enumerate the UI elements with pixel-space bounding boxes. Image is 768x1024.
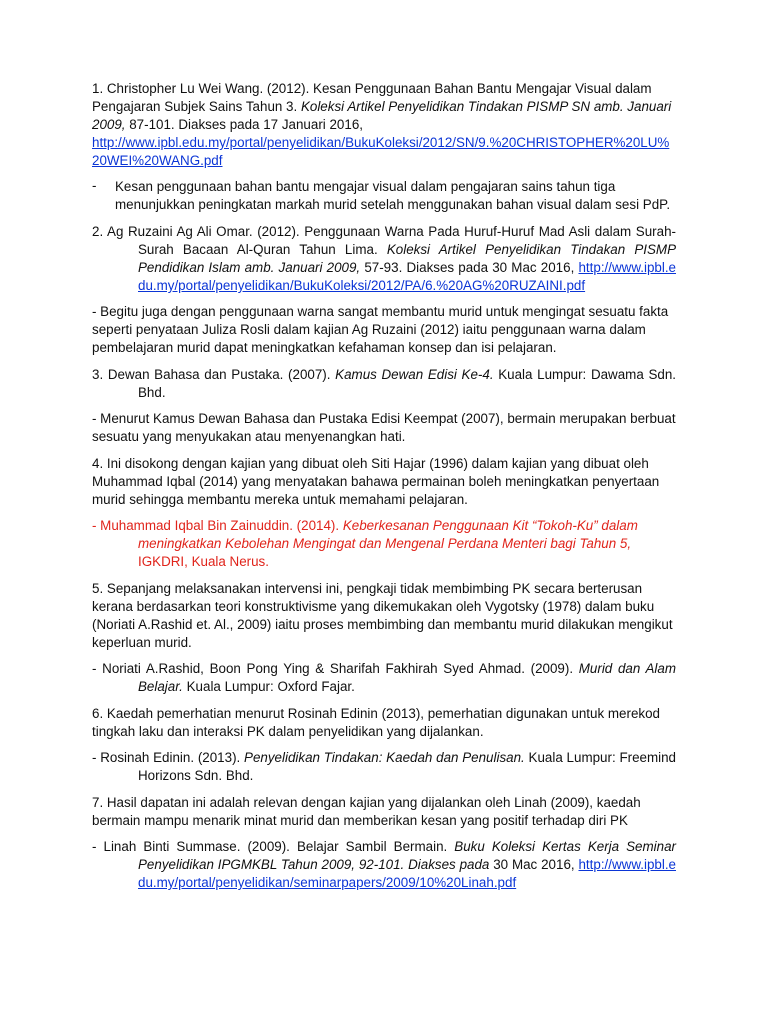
reference-text: - Noriati A.Rashid, Boon Pong Ying & Sharifah Fakhirah Syed Ahmad. (2009). xyxy=(92,661,579,676)
reference-5 xyxy=(92,660,676,696)
reference-tail: 87-101. Diakses pada 17 Januari 2016, xyxy=(125,117,363,132)
bullet-dash: - xyxy=(92,178,97,193)
reference-2 xyxy=(92,223,676,295)
reference-url-link[interactable]: http://www.ipbl.edu.my/portal/penyelidikan/seminarpapers/2009/10%20Linah.pdf xyxy=(138,857,676,890)
paragraph-7: 7. Hasil dapatan ini adalah relevan dengan kajian yang dijalankan oleh Linah (2009), kaedah bermain mampu menarik minat murid dan memberikan kesan yang positif terhadap diri PK xyxy=(92,795,641,828)
summary-bullet-1 xyxy=(92,178,676,214)
reference-source: Penyelidikan Tindakan: Kaedah dan Penulisan. xyxy=(244,750,525,765)
summary-2: - Begitu juga dengan penggunaan warna sangat membantu murid untuk mengingat sesuatu fakta seperti penyataan Juliza Rosli dalam kajian Ag Ruzaini (2012) iaitu penggunaan warna dalam pembelajaran murid dapat meningkatkan kefahaman konsep dan isi pelajaran. xyxy=(92,304,669,355)
reference-source: Koleksi Artikel Penyelidikan Tindakan PISMP Pendidikan Islam amb. Januari 2009, xyxy=(138,242,677,275)
reference-tail: Kuala Lumpur: Oxford Fajar. xyxy=(182,679,355,694)
reference-text: 1. Christopher Lu Wei Wang. (2012). Kesan Penggunaan Bahan Bantu Mengajar Visual dalam Pengajaran Subjek Sains Tahun 3. xyxy=(92,81,652,114)
reference-6 xyxy=(92,749,676,785)
reference-1 xyxy=(92,80,676,170)
summary-text: Kesan penggunaan bahan bantu mengajar visual dalam pengajaran sains tahun tiga menunjukkan peningkatan markah murid setelah menggunakan bahan visual dalam sesi PdP. xyxy=(115,179,671,212)
reference-text: - Muhammad Iqbal Bin Zainuddin. (2014). xyxy=(92,518,343,533)
document-page xyxy=(92,80,676,892)
paragraph-5: 5. Sepanjang melaksanakan intervensi ini, pengkaji tidak membimbing PK secara berterusan kerana berdasarkan teori konstruktivisme yang dikemukakan oleh Vygotsky (1978) dalam buku (Noriati A.Rashid et. Al., 2009) iaitu proses membimbing dan membantu murid dilakukan mengikut keperluan murid. xyxy=(92,581,673,650)
reference-text: - Rosinah Edinin. (2013). xyxy=(92,750,245,765)
reference-3 xyxy=(92,366,676,402)
reference-text: 2. Ag Ruzaini Ag Ali Omar. (2012). Penggunaan Warna Pada Huruf-Huruf Mad Asli dalam Surah-Surah Bacaan Al-Quran Tahun Lima. xyxy=(92,224,676,257)
reference-text: 3. Dewan Bahasa dan Pustaka. (2007). xyxy=(92,367,336,382)
reference-text: - Linah Binti Summase. (2009). Belajar Sambil Bermain. xyxy=(92,839,455,854)
reference-4 xyxy=(92,517,676,571)
reference-source: Kamus Dewan Edisi Ke-4. xyxy=(335,367,494,382)
reference-tail: IGKDRI, Kuala Nerus. xyxy=(138,554,269,569)
reference-url-link[interactable]: http://www.ipbl.edu.my/portal/penyelidikan/BukuKoleksi/2012/SN/9.%20CHRISTOPHER%20LU%20WEI%20WANG.pdf xyxy=(92,135,670,168)
reference-tail: Kuala Lumpur: Freemind Horizons Sdn. Bhd. xyxy=(138,750,676,783)
reference-source: Buku Koleksi Kertas Kerja Seminar Penyelidikan IPGMKBL Tahun 2009, 92-101. Diakses pada xyxy=(138,839,676,872)
paragraph-6: 6. Kaedah pemerhatian menurut Rosinah Edinin (2013), pemerhatian digunakan untuk merekod tingkah laku dan interaksi PK dalam penyelidikan yang dijalankan. xyxy=(92,706,660,739)
reference-url-link[interactable]: http://www.ipbl.edu.my/portal/penyelidikan/BukuKoleksi/2012/PA/6.%20AG%20RUZAINI.pdf xyxy=(138,260,676,293)
reference-tail: 57-93. Diakses pada 30 Mac 2016, xyxy=(360,260,575,275)
reference-source: Murid dan Alam Belajar. xyxy=(138,661,677,694)
reference-source: Koleksi Artikel Penyelidikan Tindakan PISMP SN amb. Januari 2009, xyxy=(92,99,672,132)
summary-3: - Menurut Kamus Dewan Bahasa dan Pustaka Edisi Keempat (2007), bermain merupakan berbuat sesuatu yang menyukakan atau menyenangkan hati. xyxy=(92,411,676,444)
reference-tail: Kuala Lumpur: Dawama Sdn. Bhd. xyxy=(138,367,676,400)
reference-source: Keberkesanan Penggunaan Kit “Tokoh-Ku” dalam meningkatkan Kebolehan Mengingat dan Mengenal Perdana Menteri bagi Tahun 5, xyxy=(138,518,638,551)
reference-tail: 30 Mac 2016, xyxy=(489,857,575,872)
paragraph-4: 4. Ini disokong dengan kajian yang dibuat oleh Siti Hajar (1996) dalam kajian yang dibuat oleh Muhammad Iqbal (2014) yang menyatakan bahawa permainan boleh meningkatkan penyertaan murid sehingga membantu mereka untuk memahami pelajaran. xyxy=(92,456,660,507)
reference-7 xyxy=(92,838,676,892)
